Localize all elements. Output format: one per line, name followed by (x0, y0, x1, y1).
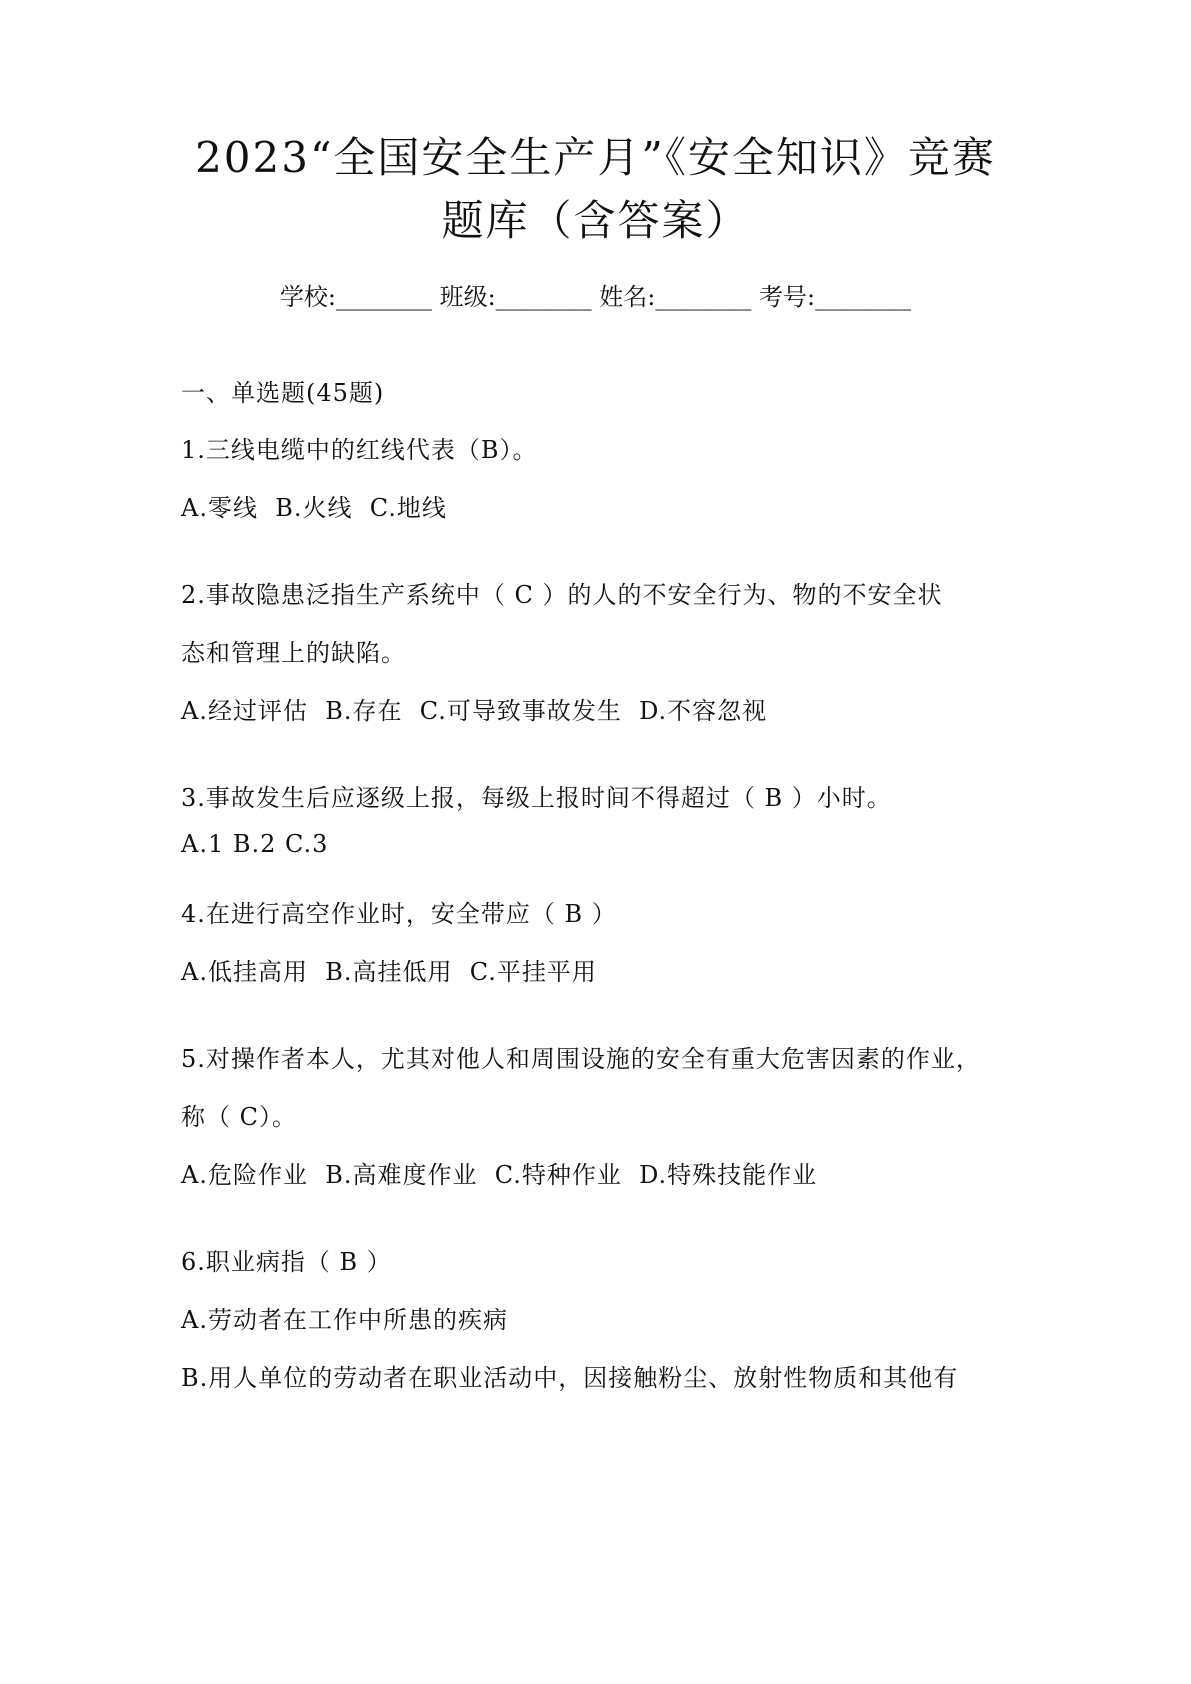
question-6-option-a: A.劳动者在工作中所患的疾病 (181, 1306, 508, 1334)
question-5-stem-line-2: 称（ C）。 (181, 1103, 297, 1131)
section-heading: 一、单选题(45题) (181, 379, 385, 407)
question-3-stem: 3.事故发生后应逐级上报，每级上报时间不得超过（ B ）小时。 (181, 784, 892, 812)
question-4-options: A.低挂高用 B.高挂低用 C.平挂平用 (181, 958, 597, 986)
question-4-stem: 4.在进行高空作业时，安全带应（ B ） (181, 900, 617, 928)
question-1-options: A.零线 B.火线 C.地线 (181, 494, 447, 522)
question-6-option-b: B.用人单位的劳动者在职业活动中，因接触粉尘、放射性物质和其他有 (181, 1364, 959, 1392)
question-1-stem: 1.三线电缆中的红线代表（B）。 (181, 436, 538, 464)
student-info-line: 学校:________ 班级:________ 姓名:________ 考号:________ (279, 283, 912, 311)
question-6-stem: 6.职业病指（ B ） (181, 1248, 392, 1276)
document-title-line-1: 2023“全国安全生产月”《安全知识》竞赛 (195, 133, 996, 182)
question-5-stem-line-1: 5.对操作者本人，尤其对他人和周围设施的安全有重大危害因素的作业， (181, 1045, 981, 1073)
question-3-options: A.1 B.2 C.3 (181, 830, 329, 858)
question-2-stem-line-2: 态和管理上的缺陷。 (181, 639, 406, 667)
question-5-options: A.危险作业 B.高难度作业 C.特种作业 D.特殊技能作业 (181, 1161, 818, 1189)
question-2-options: A.经过评估 B.存在 C.可导致事故发生 D.不容忽视 (181, 697, 768, 725)
document-title-line-2: 题库（含答案） (441, 196, 750, 245)
question-2-stem-line-1: 2.事故隐患泛指生产系统中（ C ）的人的不安全行为、物的不安全状 (181, 581, 943, 609)
